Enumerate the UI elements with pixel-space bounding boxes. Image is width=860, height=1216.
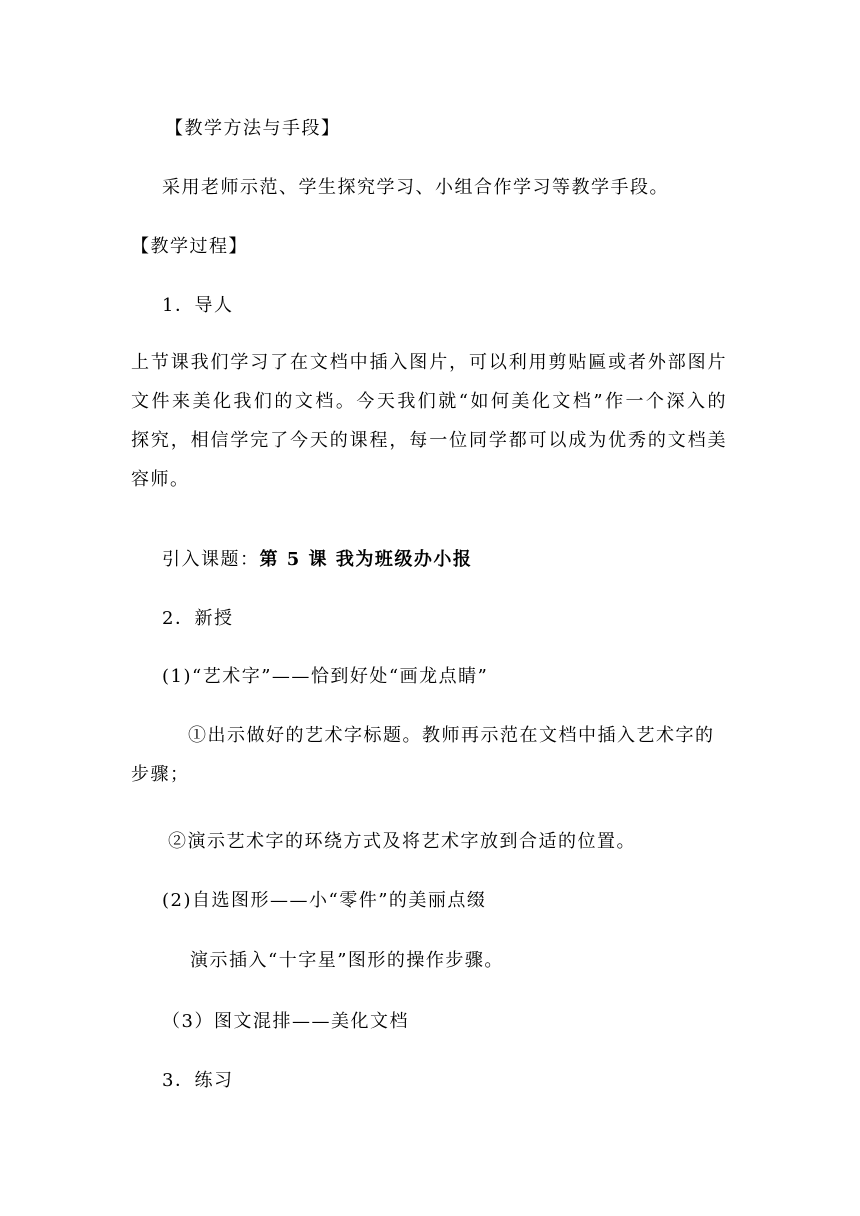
subsection-2-text: 演示插入“十字星”图形的操作步骤。 xyxy=(190,950,504,971)
subsection-1-heading: (1)“艺术字”——恰到好处“画龙点睛” xyxy=(162,666,489,687)
process-heading: 【教学过程】 xyxy=(131,236,248,257)
methods-text: 采用老师示范、学生探究学习、小组合作学习等教学手段。 xyxy=(162,177,669,198)
intro-paragraph-line-1: 上节课我们学习了在文档中插入图片，可以利用剪贴匾或者外部图片 xyxy=(131,352,727,373)
step2-heading: 2．新授 xyxy=(162,608,234,629)
lesson-topic-title: 第 5 课 我为班级办小报 xyxy=(259,549,473,570)
subsection-1-item-2: ②演示艺术字的环绕方式及将艺术字放到合适的位置。 xyxy=(168,831,636,852)
step3-heading: 3．练习 xyxy=(162,1070,234,1091)
lesson-topic xyxy=(162,548,472,572)
intro-paragraph-line-2: 文件来美化我们的文档。今天我们就“如何美化文档”作一个深入的 xyxy=(131,391,727,412)
subsection-3-heading: （3）图文混排——美化文档 xyxy=(162,1011,409,1032)
subsection-1-item-1-line-2: 步骤； xyxy=(131,764,190,785)
step1-heading: 1．导人 xyxy=(162,295,234,316)
subsection-2-heading: (2)自选图形——小“零件”的美丽点缀 xyxy=(162,890,487,911)
lesson-topic-label: 引入课题： xyxy=(162,549,260,570)
intro-paragraph-line-4: 容师。 xyxy=(131,469,190,490)
subsection-1-item-1-line-1: ①出示做好的艺术字标题。教师再示范在文档中插入艺术字的 xyxy=(188,725,715,746)
methods-heading: 【教学方法与手段】 xyxy=(165,118,341,139)
intro-paragraph-line-3: 探究，相信学完了今天的课程，每一位同学都可以成为优秀的文档美 xyxy=(131,430,727,451)
